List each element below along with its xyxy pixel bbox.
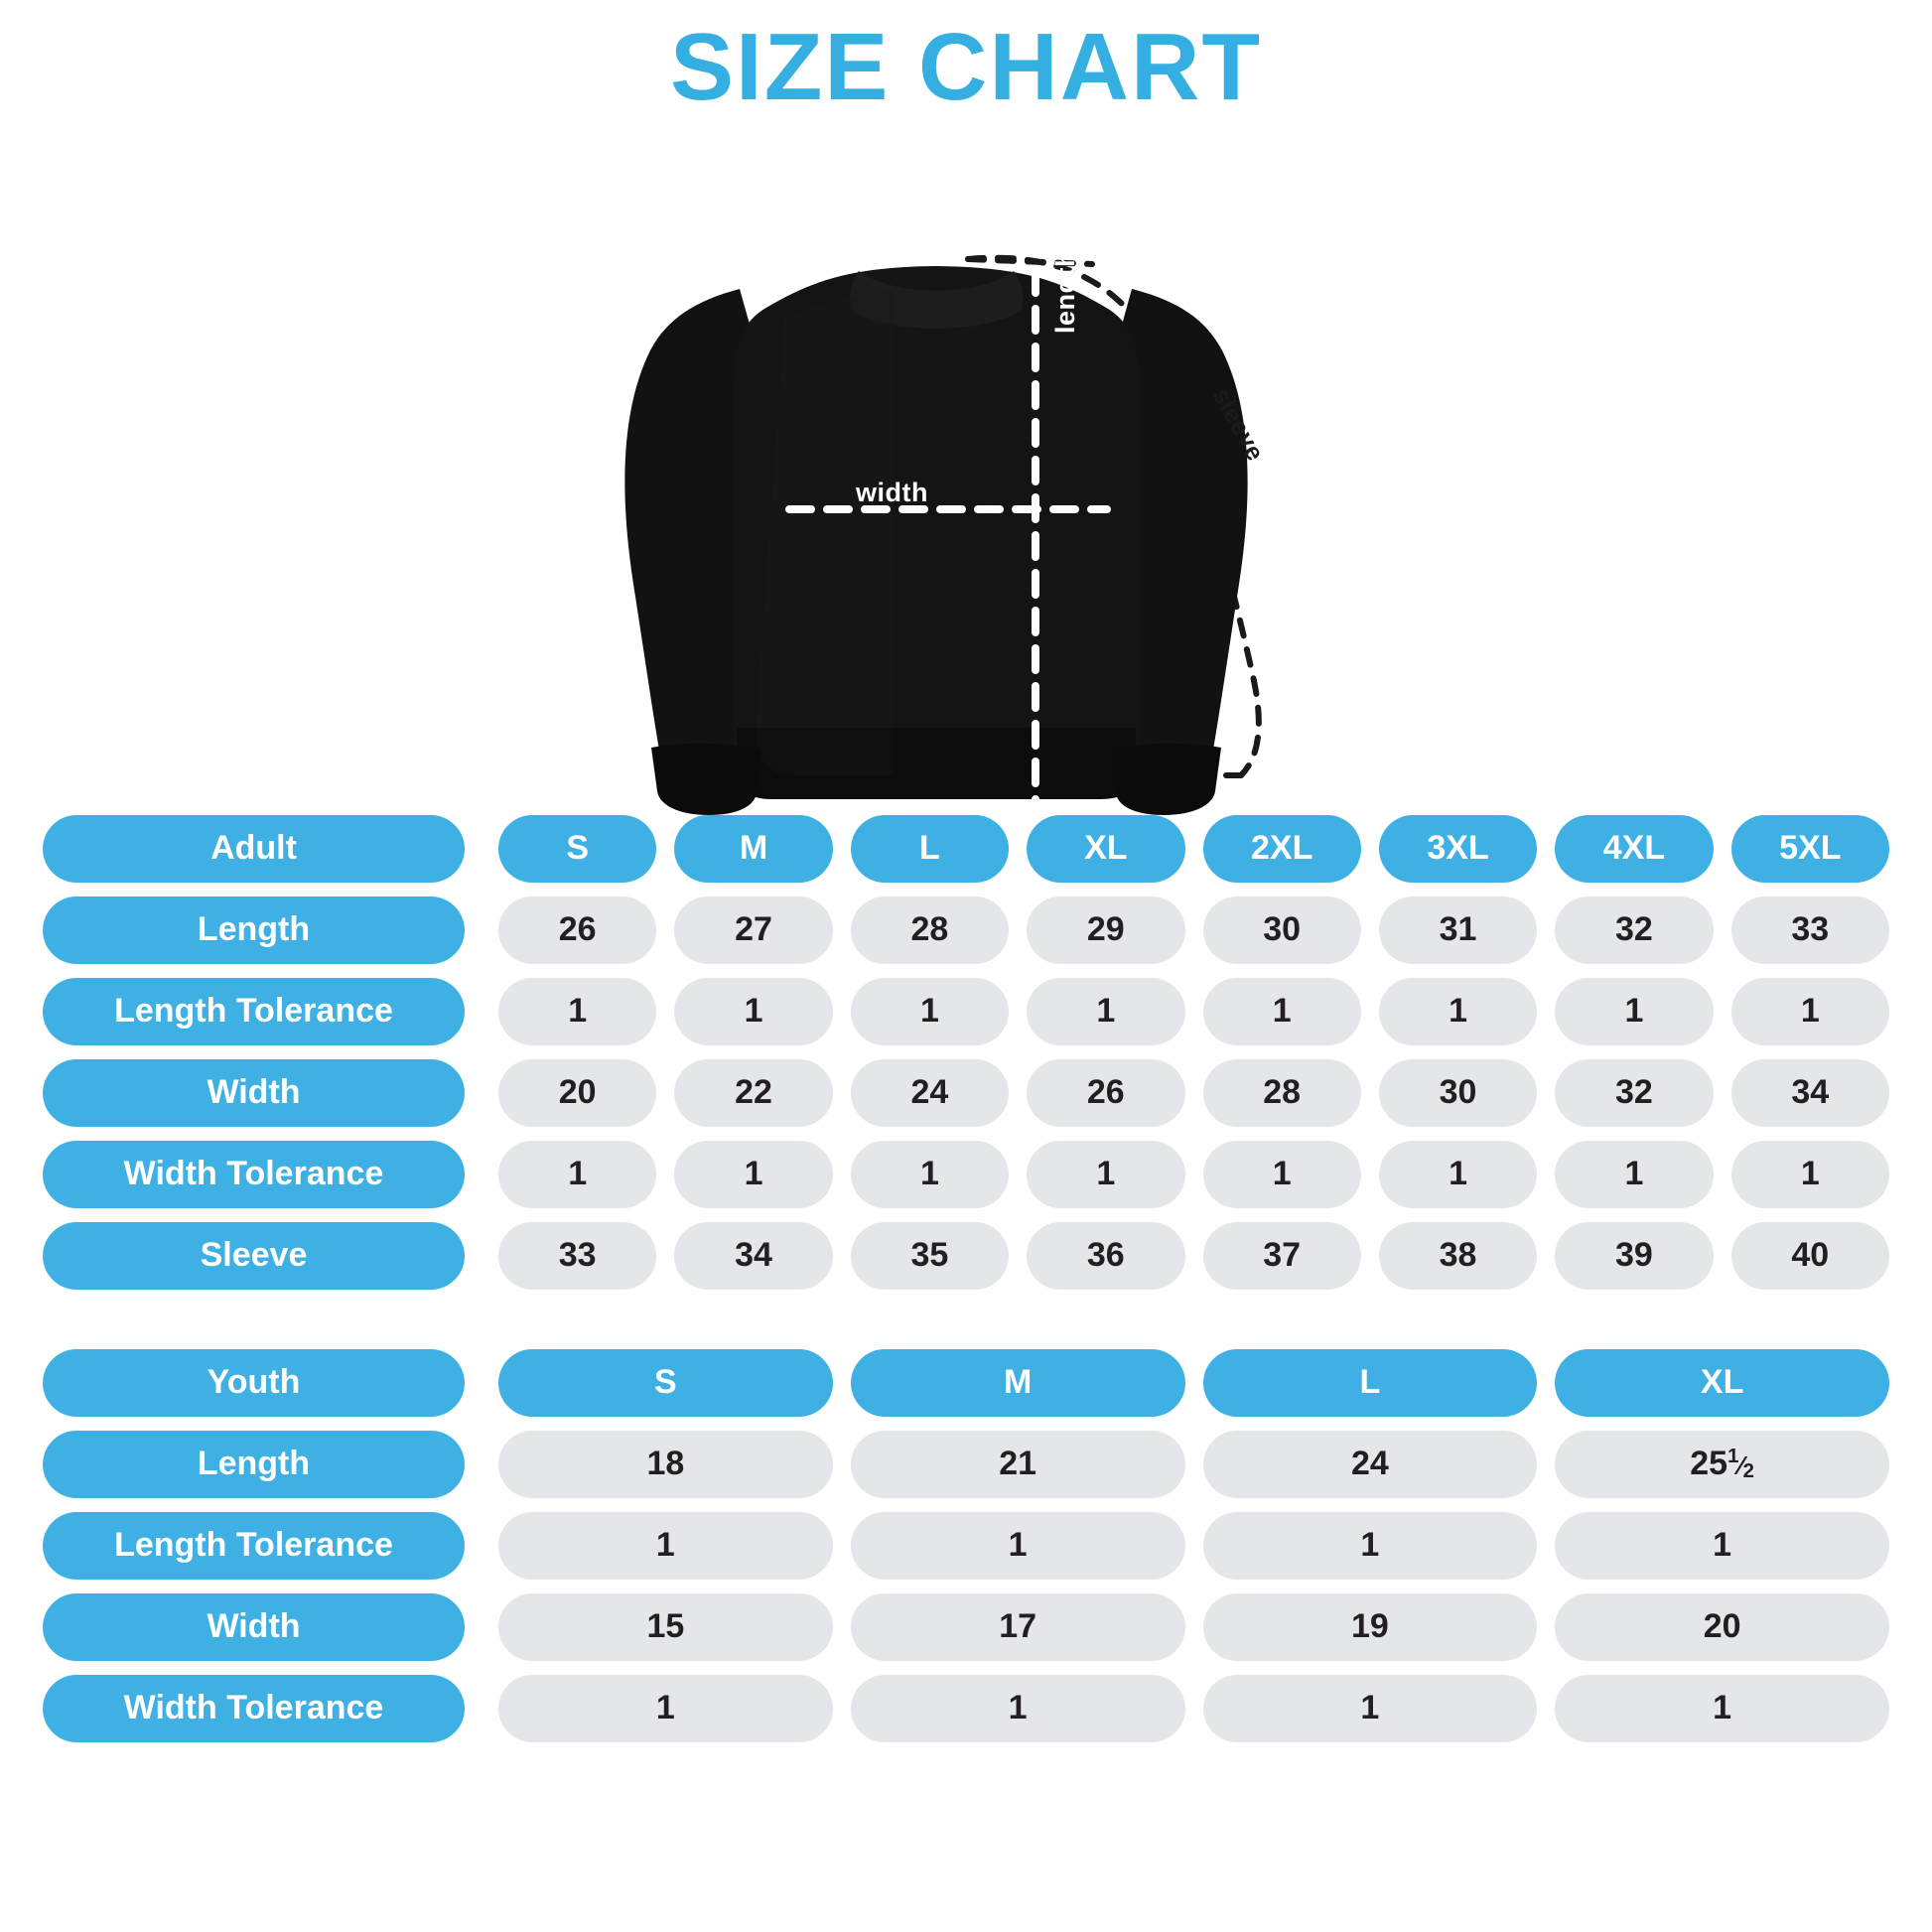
table-header-row — [43, 1349, 1889, 1417]
adult-size-s: S — [498, 815, 656, 883]
adult-length-tol-3xl: 1 — [1379, 978, 1537, 1045]
youth-row-label-width-tolerance: Width Tolerance — [43, 1675, 465, 1742]
adult-sleeve-3xl: 38 — [1379, 1222, 1537, 1290]
adult-row-label-width: Width — [43, 1059, 465, 1127]
youth-size-s: S — [498, 1349, 833, 1417]
adult-length-2xl: 30 — [1203, 897, 1361, 964]
adult-row-label-width-tolerance: Width Tolerance — [43, 1141, 465, 1208]
adult-size-4xl: 4XL — [1555, 815, 1713, 883]
adult-row-label-length: Length — [43, 897, 465, 964]
youth-size-l: L — [1203, 1349, 1538, 1417]
youth-length-l: 24 — [1203, 1431, 1538, 1498]
youth-width-tol-m: 1 — [851, 1675, 1185, 1742]
adult-size-3xl: 3XL — [1379, 815, 1537, 883]
youth-width-s: 15 — [498, 1593, 833, 1661]
sweatshirt-body — [624, 266, 1247, 815]
adult-sleeve-m: 34 — [674, 1222, 832, 1290]
adult-length-tol-4xl: 1 — [1555, 978, 1713, 1045]
youth-width-m: 17 — [851, 1593, 1185, 1661]
youth-size-table — [43, 1349, 1889, 1742]
youth-size-xl: XL — [1555, 1349, 1889, 1417]
table-row — [43, 1141, 1889, 1208]
youth-width-tol-xl: 1 — [1555, 1675, 1889, 1742]
adult-width-s: 20 — [498, 1059, 656, 1127]
page-title: SIZE CHART — [670, 14, 1262, 120]
table-row — [43, 1512, 1889, 1580]
adult-size-table — [43, 815, 1889, 1290]
width-label: width — [856, 477, 928, 507]
adult-width-l: 24 — [851, 1059, 1009, 1127]
adult-sleeve-s: 33 — [498, 1222, 656, 1290]
adult-header-label: Adult — [43, 815, 465, 883]
youth-header-label: Youth — [43, 1349, 465, 1417]
adult-width-tol-4xl: 1 — [1555, 1141, 1713, 1208]
adult-size-l: L — [851, 815, 1009, 883]
adult-sleeve-xl: 36 — [1027, 1222, 1184, 1290]
adult-width-tol-s: 1 — [498, 1141, 656, 1208]
adult-length-4xl: 32 — [1555, 897, 1713, 964]
adult-width-tol-3xl: 1 — [1379, 1141, 1537, 1208]
adult-width-tol-2xl: 1 — [1203, 1141, 1361, 1208]
table-header-row — [43, 815, 1889, 883]
youth-length-s: 18 — [498, 1431, 833, 1498]
adult-width-tol-l: 1 — [851, 1141, 1009, 1208]
table-row — [43, 1431, 1889, 1498]
youth-width-tol-s: 1 — [498, 1675, 833, 1742]
adult-length-s: 26 — [498, 897, 656, 964]
sweatshirt-diagram — [0, 120, 1932, 815]
adult-sleeve-4xl: 39 — [1555, 1222, 1713, 1290]
youth-width-l: 19 — [1203, 1593, 1538, 1661]
youth-width-tol-l: 1 — [1203, 1675, 1538, 1742]
adult-size-2xl: 2XL — [1203, 815, 1361, 883]
adult-size-xl: XL — [1027, 815, 1184, 883]
youth-length-tol-s: 1 — [498, 1512, 833, 1580]
youth-length-xl-value: $25^1⁄2$ — [1690, 1445, 1755, 1483]
adult-width-2xl: 28 — [1203, 1059, 1361, 1127]
sleeve-label: sleeve — [1206, 382, 1270, 466]
adult-width-tol-5xl: 1 — [1731, 1141, 1889, 1208]
table-row — [43, 1593, 1889, 1661]
youth-row-label-width: Width — [43, 1593, 465, 1661]
youth-length-tol-xl: 1 — [1555, 1512, 1889, 1580]
youth-length-m: 21 — [851, 1431, 1185, 1498]
adult-width-4xl: 32 — [1555, 1059, 1713, 1127]
adult-length-l: 28 — [851, 897, 1009, 964]
adult-length-tol-l: 1 — [851, 978, 1009, 1045]
youth-size-m: M — [851, 1349, 1185, 1417]
adult-length-tol-m: 1 — [674, 978, 832, 1045]
garment-illustration — [0, 120, 1932, 815]
adult-sleeve-l: 35 — [851, 1222, 1009, 1290]
table-row — [43, 897, 1889, 964]
youth-length-tol-l: 1 — [1203, 1512, 1538, 1580]
adult-width-m: 22 — [674, 1059, 832, 1127]
youth-row-label-length: Length — [43, 1431, 465, 1498]
table-row — [43, 1675, 1889, 1742]
adult-row-label-length-tolerance: Length Tolerance — [43, 978, 465, 1045]
adult-width-5xl: 34 — [1731, 1059, 1889, 1127]
adult-width-xl: 26 — [1027, 1059, 1184, 1127]
table-spacer — [0, 1304, 1932, 1349]
youth-length-tol-m: 1 — [851, 1512, 1185, 1580]
adult-row-label-sleeve: Sleeve — [43, 1222, 465, 1290]
adult-length-3xl: 31 — [1379, 897, 1537, 964]
youth-width-xl: 20 — [1555, 1593, 1889, 1661]
adult-length-m: 27 — [674, 897, 832, 964]
youth-length-xl — [1555, 1431, 1889, 1498]
adult-length-tol-2xl: 1 — [1203, 978, 1361, 1045]
adult-size-m: M — [674, 815, 832, 883]
table-row — [43, 1222, 1889, 1290]
adult-width-tol-xl: 1 — [1027, 1141, 1184, 1208]
length-label: length — [1050, 249, 1080, 334]
adult-width-tol-m: 1 — [674, 1141, 832, 1208]
youth-row-label-length-tolerance: Length Tolerance — [43, 1512, 465, 1580]
adult-length-tol-s: 1 — [498, 978, 656, 1045]
adult-width-3xl: 30 — [1379, 1059, 1537, 1127]
adult-sleeve-5xl: 40 — [1731, 1222, 1889, 1290]
adult-size-5xl: 5XL — [1731, 815, 1889, 883]
adult-length-5xl: 33 — [1731, 897, 1889, 964]
adult-length-tol-xl: 1 — [1027, 978, 1184, 1045]
table-row — [43, 978, 1889, 1045]
adult-length-xl: 29 — [1027, 897, 1184, 964]
table-row — [43, 1059, 1889, 1127]
adult-sleeve-2xl: 37 — [1203, 1222, 1361, 1290]
adult-length-tol-5xl: 1 — [1731, 978, 1889, 1045]
